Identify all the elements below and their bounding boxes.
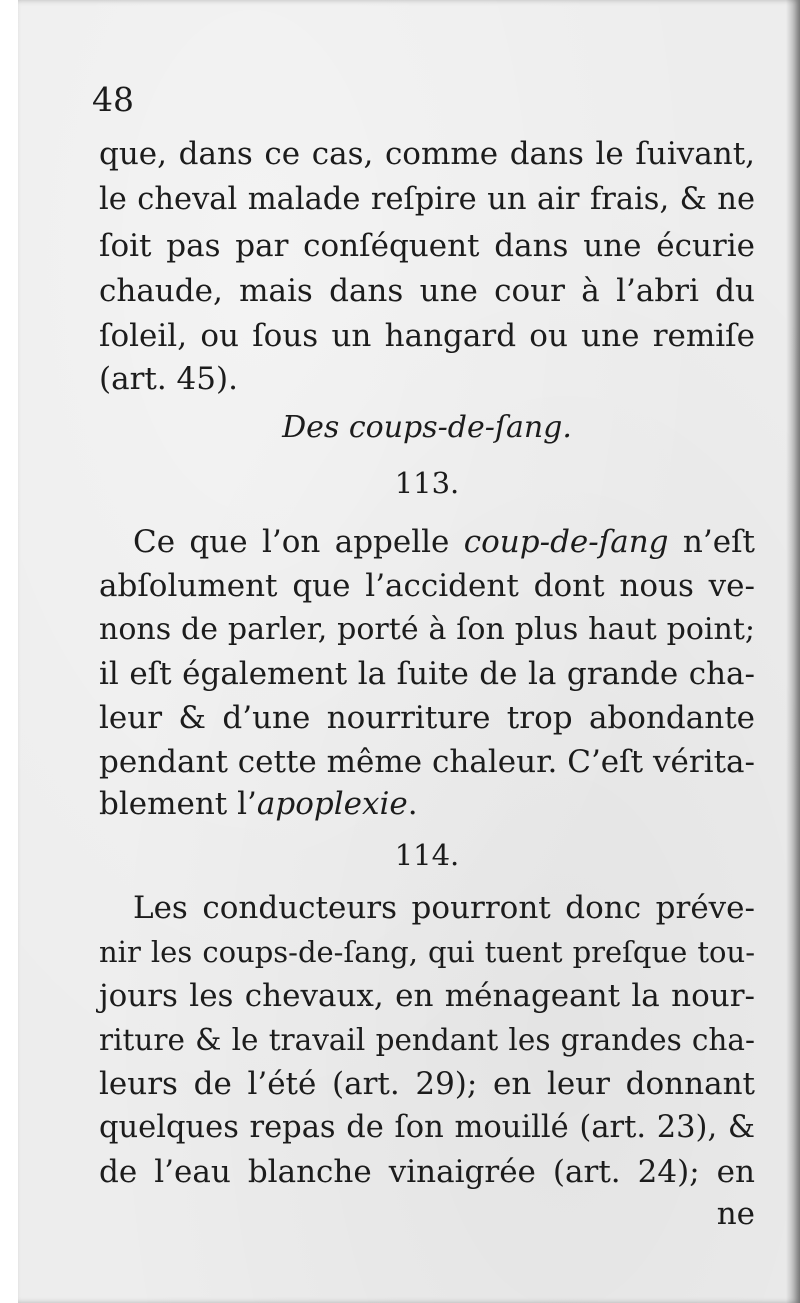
paragraph-3-line-7: de l’eau blanche vinaigrée (art. 24); en	[99, 1154, 755, 1190]
paragraph-2-line-2: abſolument que l’accident dont nous ve-	[99, 568, 755, 604]
paragraph-3-line-6: quelques repas de ſon mouillé (art. 23), &	[99, 1110, 755, 1145]
paragraph-1-line-1: que, dans ce cas, comme dans le ſuivant,	[99, 136, 755, 172]
paragraph-1-line-3: ſoit pas par conſéquent dans une écurie	[99, 228, 755, 264]
paragraph-1-line-6: (art. 45).	[99, 361, 238, 397]
paragraph-2-line-4: il eſt également la ſuite de la grande cha-	[99, 656, 755, 692]
paragraph-2-line-7: blement l’apoplexie.	[99, 786, 418, 822]
section-heading: Des coups-de-ſang.	[282, 410, 572, 445]
paragraph-2-line-6: pendant cette même chaleur. C’eſt vérita-	[99, 744, 755, 780]
paragraph-3-line-1: Les conducteurs pourront donc préve-	[133, 890, 755, 926]
paragraph-2-line-1: Ce que l’on appelle coup-de-ſang n’eſt	[133, 524, 755, 560]
article-number-114: 114.	[394, 838, 460, 872]
paragraph-1-line-4: chaude, mais dans une cour à l’abri du	[99, 273, 755, 309]
paragraph-2-line-5: leur & d’une nourriture trop abondante	[99, 700, 755, 736]
italic-term: apoplexie	[256, 786, 408, 822]
paragraph-2-line-3: nons de parler, porté à ſon plus haut point;	[99, 612, 755, 647]
italic-term: coup-de-ſang	[463, 524, 669, 560]
paragraph-1-line-2: le cheval malade reſpire un air frais, & ne	[99, 182, 755, 217]
article-number-113: 113.	[394, 466, 460, 500]
catchword: ne	[716, 1196, 755, 1232]
paragraph-3-line-4: riture & le travail pendant les grandes cha-	[99, 1023, 755, 1057]
page-number: 48	[92, 80, 134, 119]
page-edge-shadow	[786, 0, 800, 1303]
paragraph-3-line-5: leurs de l’été (art. 29); en leur donnant	[99, 1066, 755, 1102]
paragraph-3-line-3: jours les chevaux, en ménageant la nour-	[99, 978, 755, 1014]
paragraph-1-line-5: ſoleil, ou ſous un hangard ou une remiſe	[99, 318, 755, 354]
paragraph-3-line-2: nir les coups-de-ſang, qui tuent preſque tou-	[99, 935, 755, 969]
